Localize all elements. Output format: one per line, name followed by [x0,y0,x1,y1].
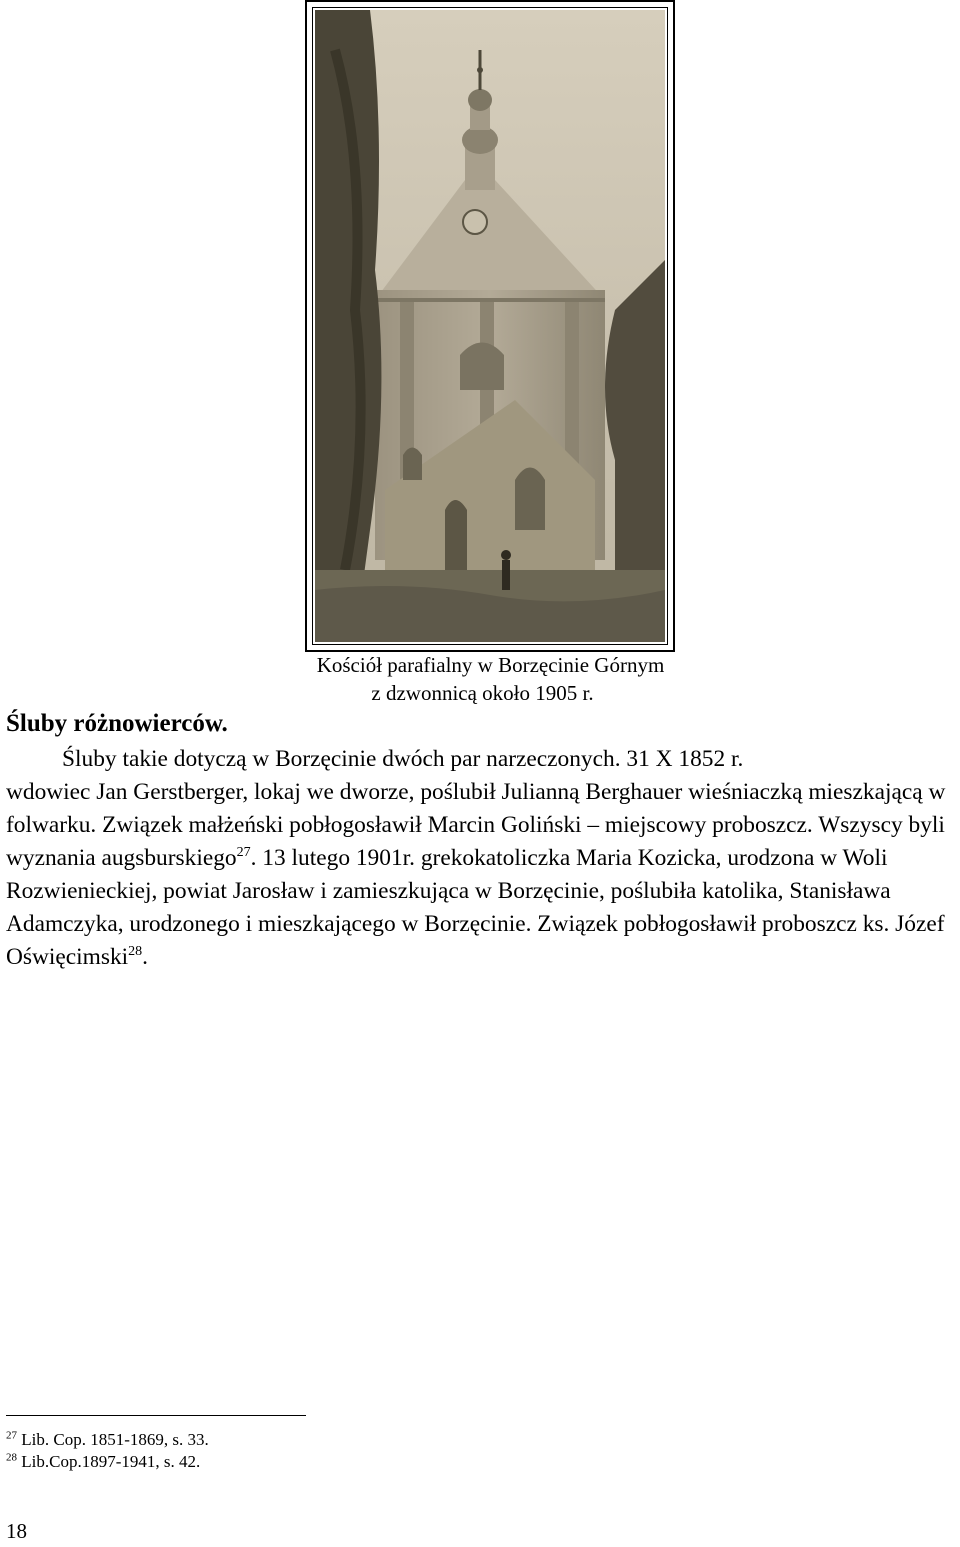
church-photo-frame [305,0,675,652]
paragraph-part-2: . 13 lutego 1901r. grekokatoliczka Maria Kozicka, urodzona w Woli Rozwienieckiej, powiat Jarosław i zamieszkująca w Borzęcinie, poślubiła katolika, Stanisława Adamczyka, urodzonego i mieszkającego w Borzęcinie. Związek pobłogosławił proboszcz ks. Józef Oświęcimski [6,845,945,970]
footnote-28 [6,1452,200,1472]
footnote-text: Lib.Cop.1897-1941, s. 42. [21,1452,201,1471]
footnote-separator [6,1415,306,1416]
footnote-ref-28[interactable]: 28 [128,944,143,960]
body-paragraph [6,743,956,974]
photo-caption [0,651,960,707]
footnote-27 [6,1430,209,1450]
paragraph-end: . [142,944,148,970]
footnote-ref-27[interactable]: 27 [236,845,251,861]
footnote-text: Lib. Cop. 1851-1869, s. 33. [21,1430,209,1449]
church-photo [315,10,665,642]
caption-line-2: z dzwonnicą około 1905 r. [371,681,594,705]
footnote-number: 28 [6,1451,17,1464]
footnote-number: 27 [6,1429,17,1442]
page-number: 18 [6,1519,27,1543]
paragraph-part-1: wdowiec Jan Gerstberger, lokaj we dworze, poślubił Julianną Berghauer wieśniaczką mieszkającą w folwarku. Związek małżeński pobłogosławił Marcin Goliński – miejscowy proboszcz. Wszyscy byli wyznania augsburskiego [6,779,946,871]
paragraph-first-line: Śluby takie dotyczą w Borzęcinie dwóch par narzeczonych. 31 X 1852 r. [62,746,744,772]
caption-line-1: Kościół parafialny w Borzęcinie Górnym [316,653,665,677]
section-heading: Śluby różnowierców. [6,710,228,737]
